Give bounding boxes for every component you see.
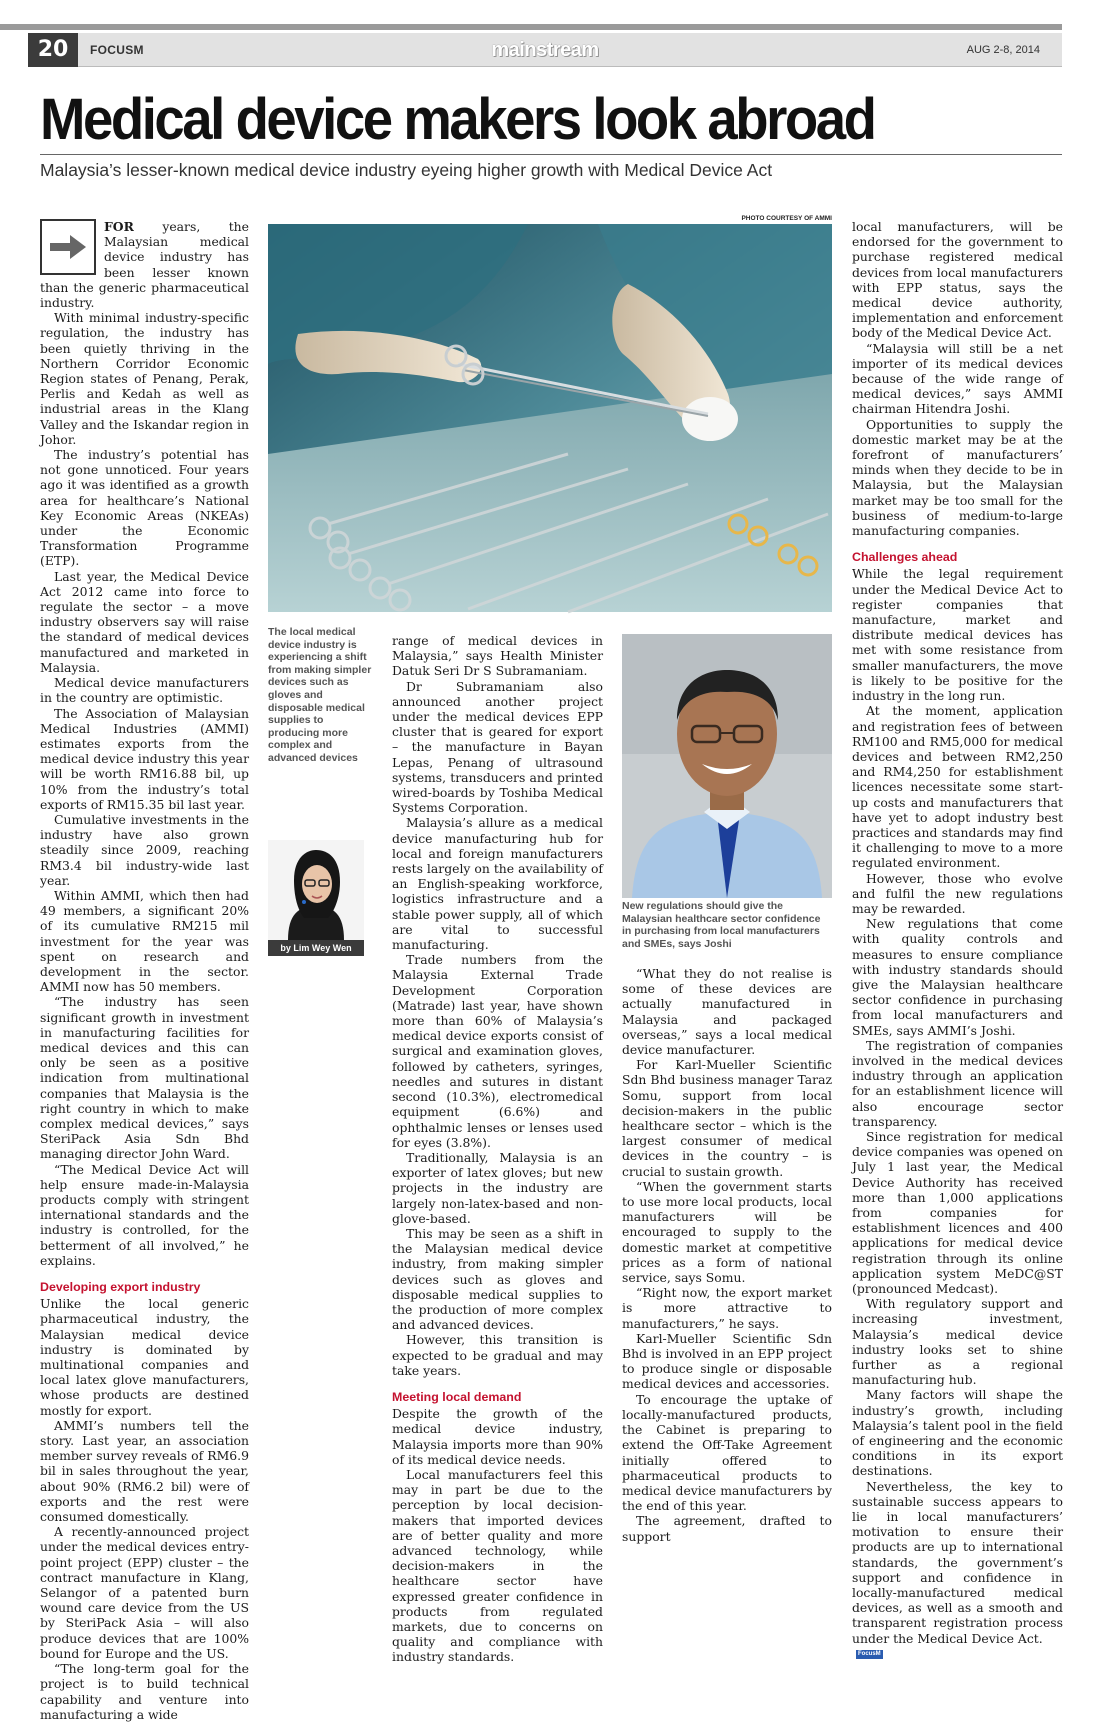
paragraph: With minimal industry-specific regulation, the industry has been quietly thriving in the Northern Corridor Economic Region states of Penang, Perak, Perlis and Kedah as well as industrial areas in the Klang Valley and the Iskandar region in Johor. (40, 310, 249, 447)
paragraph: years, the Malaysian medical device industry has been lesser known than the generic pharmaceutical industry. (40, 219, 249, 311)
paragraph: For Karl-Mueller Scientific Sdn Bhd business manager Taraz Somu, support from local decision-makers in the public healthcare sector – which is the largest consumer of medical devices in the country – is crucial to sustain growth. (622, 1057, 832, 1179)
paragraph: “When the government starts to use more local products, local manufacturers will be encouraged to supply to the domestic market at competitive prices as a form of national service, says Somu. (622, 1178, 832, 1286)
paragraph: To encourage the uptake of locally-manufactured products, the Cabinet is preparing to extend the Off-Take Agreement initially offered to pharmaceutical products to medical device manufacturers by the end of this year. (622, 1391, 832, 1514)
paragraph: Despite the growth of the medical device industry, Malaysia imports more than 90% of its medical device needs. (392, 1406, 603, 1467)
paragraph: Karl-Mueller Scientific Sdn Bhd is involved in an EPP project to produce single or disposable medical devices and accessories. (622, 1330, 832, 1392)
arrow-right-icon (40, 219, 96, 275)
paragraph: At the moment, application and registration fees of between RM100 and RM5,000 for medical devices and between RM2,250 and RM4,250 for establishment licences necessitate some start-up costs and manufacturers that have yet to adopt industry best practices and standards may find it challenging to move to a more regulated environment. (852, 703, 1063, 871)
paragraph: range of medical devices in Malaysia,” says Health Minister Datuk Seri Dr S Subramaniam. (392, 633, 603, 679)
paragraph: Medical device manufacturers in the country are optimistic. (40, 675, 249, 706)
subheading: Meeting local demand (392, 1389, 522, 1404)
subheading: Developing export industry (40, 1280, 201, 1295)
paragraph: Many factors will shape the industry’s growth, including Malaysia’s talent pool in the field of engineering and the economic conditions in its export destinations. (852, 1387, 1063, 1479)
main-photo-caption: The local medical device industry is experiencing a shift from making simpler devices such as gloves and disposable medical supplies to producing more complex and advanced devices (268, 626, 372, 764)
deck: Malaysia’s lesser-known medical device industry eyeing higher growth with Medical Device Act (40, 160, 773, 180)
paragraph: Cumulative investments in the industry have also grown steadily since 2009, reaching RM3.4 bil industry-wide last year. (40, 811, 249, 888)
paragraph: “The long-term goal for the project is to build technical capability and venture into manufacturing a wide (40, 1661, 249, 1722)
paragraph: Trade numbers from the Malaysia External Trade Development Corporation (Matrade) last year, have shown more than 60% of Malaysia’s medical device exports consist of surgical and examination gloves, followed by catheters, syringes, needles and sutures in distant second (10.3%), electromedical equipment (6.6%) and ophthalmic lenses or lenses used for eyes (3.8%). (392, 952, 603, 1150)
paragraph: “The Medical Device Act will help ensure made-in-Malaysia products comply with stringent international standards and the industry is controlled, for the betterment of all involved,” he explains. (40, 1161, 249, 1268)
paragraph: Malaysia’s allure as a medical device manufacturing hub for local and foreign manufacturers rests largely on the availability of an English-speaking workforce, logistics infrastructure and a stable power supply, all of which are vital to successful manufacturing. (392, 815, 603, 953)
joshi-photo-caption: New regulations should give the Malaysian healthcare sector confidence in purchasing from local manufacturers and SMEs, says Joshi (622, 900, 821, 950)
headline: Medical device makers look abroad (40, 87, 875, 152)
page-number: 20 (28, 33, 78, 67)
paragraph: With regulatory support and increasing investment, Malaysia’s medical device industry looks set to shine further as a regional manufacturing hub. (852, 1296, 1063, 1388)
headline-rule (40, 154, 1062, 155)
end-mark: FocusM (858, 1650, 881, 1657)
column-3 (622, 966, 832, 1544)
folio-bar (28, 33, 1062, 67)
photo-credit: PHOTO COURTESY OF AMMI (741, 215, 832, 222)
issue-date: AUG 2-8, 2014 (966, 44, 1040, 56)
paragraph: “Right now, the export market is more attractive to manufacturers,” he says. (622, 1285, 832, 1331)
paragraph: Nevertheless, the key to sustainable success appears to lie in local manufacturers’ motivation to ensure their products are up to international standards, the government’s support and confidence in locally-manufactured medical devices, as well as a smooth and transparent registration process under the Medical Device Act. (852, 1478, 1063, 1646)
paragraph: New regulations that come with quality controls and measures to ensure compliance with industry standards should give the Malaysian healthcare sector confidence in purchasing from local manufacturers and SMEs, says AMMI’s Joshi. (852, 916, 1063, 1038)
column-4 (852, 219, 1063, 1661)
column-2 (392, 633, 603, 1665)
paragraph: While the legal requirement under the Medical Device Act to register companies that manufacture, market and distribute medical devices has met with some resistance from smaller manufacturers, the move is likely to be positive for the industry in the long run. (852, 566, 1063, 704)
surgery-photo (268, 224, 832, 612)
paragraph: The Association of Malaysian Medical Industries (AMMI) estimates exports from the medical device industry this year will be worth RM16.88 bil, up 10% from the industry’s total exports of RM15.35 bil last year. (40, 705, 249, 812)
paragraph: The registration of companies involved in the medical devices industry through an application for an establishment licence will also encourage sector transparency. (852, 1037, 1063, 1129)
paragraph: Local manufacturers feel this may in part be due to the perception by local decision-makers that imported devices are of better quality and more advanced technology, while decision-makers in the healthcare sector have expressed greater confidence in products from regulated markets, due to concerns on quality and compliance with industry standards. (392, 1466, 603, 1665)
paragraph: A recently-announced project under the medical devices entry-point project (EPP) cluster – the contract manufacture in Klang, Selangor of a patented burn wound care device from the US by SteriPack Asia – will also produce devices that are 100% bound for Europe and the US. (40, 1524, 249, 1661)
subheading: Challenges ahead (852, 550, 958, 565)
section-name: mainstream (491, 39, 599, 61)
paragraph: Since registration for medical device companies was opened on July 1 last year, the Medical Device Authority has received more than 1,000 applications from companies for establishment licences and 400 applications for medical device registration through its online application system MeDC@ST (pronounced Medcast). (852, 1128, 1063, 1297)
byline: by Lim Wey Wen (268, 940, 364, 956)
paragraph: This may be seen as a shift in the Malaysian medical device industry, from making simpler devices such as gloves and disposable medical supplies to the production of more complex and advanced devices. (392, 1225, 603, 1333)
paragraph: AMMI’s numbers tell the story. Last year, an association member survey reveals of RM6.9 bil in sales throughout the year, about 90% (RM6.2 bil) were of exports and the rest were consumed domestically. (40, 1417, 249, 1525)
column-1 (40, 219, 249, 1722)
paragraph: However, this transition is expected to be gradual and may take years. (392, 1332, 603, 1378)
author-photo (268, 840, 364, 940)
joshi-photo (622, 634, 832, 898)
paragraph: Within AMMI, which then had 49 members, a significant 20% of its cumulative RM215 mil investment for the year was spent on research and development in the sector. AMMI now has 50 members. (40, 887, 249, 995)
paragraph: Unlike the local generic pharmaceutical industry, the Malaysian medical device industry is dominated by multinational companies and local latex glove manufacturers, whose products are destined mostly for export. (40, 1296, 249, 1418)
paragraph: Last year, the Medical Device Act 2012 came into force to regulate the sector – a move industry observers say will raise the standard of medical devices manufactured and marketed in Malaysia. (40, 568, 249, 675)
paragraph: Opportunities to supply the domestic market may be at the forefront of manufacturers’ minds when they decide to be in Malaysia, but the Malaysian market may be too small for the business of medium-to-large manufacturing companies. (852, 416, 1063, 539)
paragraph: local manufacturers, will be endorsed for the government to purchase registered medical devices from local manufacturers with EPP status, says the medical device authority, implementation and enforcement body of the Medical Device Act. (852, 219, 1063, 341)
publication-name: FOCUSM (90, 43, 144, 57)
paragraph: Traditionally, Malaysia is an exporter of latex gloves; but new projects in the industry are largely non-latex-based and non-glove-based. (392, 1149, 603, 1226)
lead-word: FOR (104, 219, 134, 234)
paragraph: Dr Subramaniam also announced another project under the medical devices EPP cluster that is geared for export – the manufacture in Bayan Lepas, Penang of ultrasound systems, transducers and printed wired-boards by Toshiba Medical Systems Corporation. (392, 678, 603, 816)
paragraph: “The industry has seen significant growth in investment in manufacturing facilities for medical devices and this can only be seen as a positive indication from multinational companies that Malaysia is the right country in which to make complex medical devices,” says SteriPack Asia Sdn Bhd managing director John Ward. (40, 994, 249, 1162)
paragraph: “What they do not realise is some of these devices are actually manufactured in Malaysia and packaged overseas,” says a local medical device manufacturer. (622, 966, 832, 1058)
paragraph: The industry’s potential has not gone unnoticed. Four years ago it was identified as a growth area for healthcare’s National Key Economic Areas (NKEAs) under the Economic Transformation Programme (ETP). (40, 447, 249, 569)
paragraph: “Malaysia will still be a net importer of its medical devices because of the wide range of medical devices,” says AMMI chairman Hitendra Joshi. (852, 340, 1063, 417)
paragraph: The agreement, drafted to support (622, 1513, 832, 1544)
paragraph: However, those who evolve and fulfil the new regulations may be rewarded. (852, 870, 1063, 916)
top-rule (0, 24, 1062, 30)
